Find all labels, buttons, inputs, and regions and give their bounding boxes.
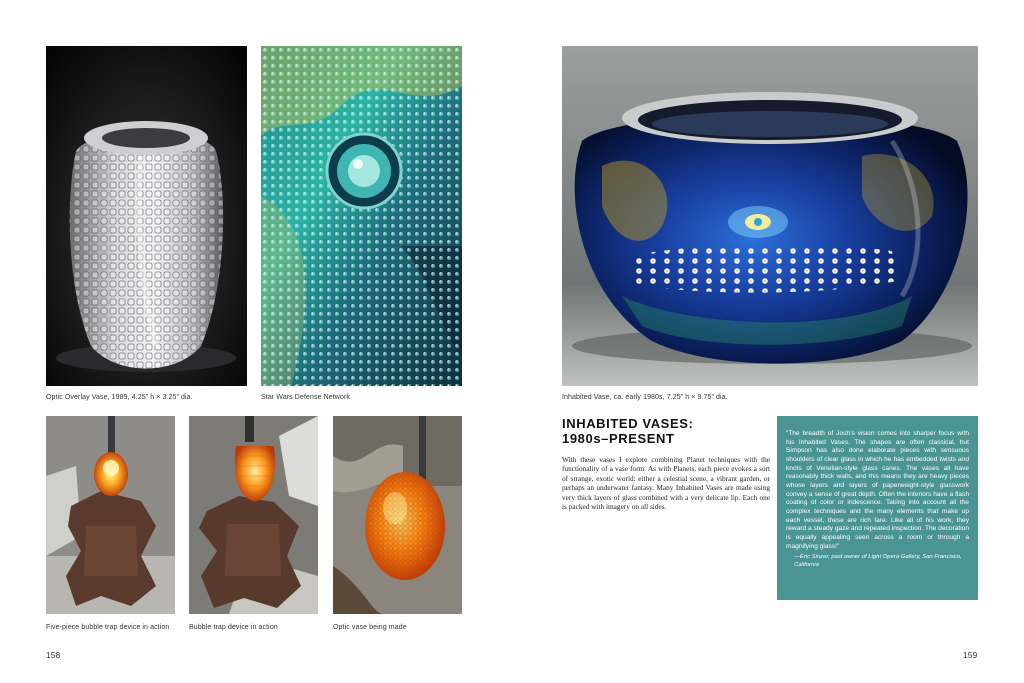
five-piece-bubble-trap-photo — [46, 416, 175, 614]
inhabited-vase-photo — [562, 46, 978, 386]
inhabited-vase-caption: Inhabited Vase, ca. early 1980s, 7.25” h × 9.75” dia. — [562, 394, 728, 401]
left-page-number: 158 — [46, 650, 61, 660]
optic-vase-being-made-caption: Optic vase being made — [333, 624, 407, 631]
pull-quote-box — [777, 416, 978, 600]
optic-vase-being-made-photo — [333, 416, 462, 614]
pull-quote-attribution: —Eric Sinzer, past owner of Light Opera Gallery, San Francisco, California — [794, 554, 962, 568]
section-heading-line2: 1980s–PRESENT — [562, 431, 675, 446]
five-piece-bubble-trap-caption: Five-piece bubble trap device in action — [46, 624, 170, 631]
bubble-trap-device-photo — [189, 416, 318, 614]
right-page-number: 159 — [963, 650, 978, 660]
section-heading-line1: INHABITED VASES: — [562, 416, 694, 431]
bubble-trap-device-caption: Bubble trap device in action — [189, 624, 278, 631]
section-body-text: With these vases I explore combining Planet techniques with the functionality of a vase form. As with Planets, each piece evokes a sort of strange, exotic world: either a celestial scene, a vibrant garden, or perhaps an underwater fantasy. Many Inhabited Vases are made using very thick layers of glass combined with a very delicate lip. Each one is packed with imagery on all sides. — [562, 455, 770, 512]
optic-overlay-vase-caption: Optic Overlay Vase, 1989, 4.25” h × 3.25” dia. — [46, 394, 193, 401]
section-heading — [562, 416, 772, 446]
star-wars-defense-network-caption: Star Wars Defense Network — [261, 394, 350, 401]
optic-overlay-vase-photo — [46, 46, 247, 386]
star-wars-defense-network-photo — [261, 46, 462, 386]
pull-quote-text: “The breadth of Josh’s vision comes into sharper focus with his Inhabited Vases. The shapes are often classical, but Simpson has also done elaborate pieces with sensuous shoulders of clear glass in which he has embedded twists and knots of Venetian-style glass canes. The vases all have reasonably thick walls, and this means they are heavy pieces whose layers and layers of paperweight-style glasswork convey a sense of great depth. Often the interiors have a flash coating of color or iridescence. Taking into account all the complex techniques and the many elements that make up each vessel, these are rich fare. Like all of his work, they reward a steady gaze and repeated inspection. The decoration is equally appealing seen across a room or through a magnifying glass!” — [786, 430, 969, 550]
